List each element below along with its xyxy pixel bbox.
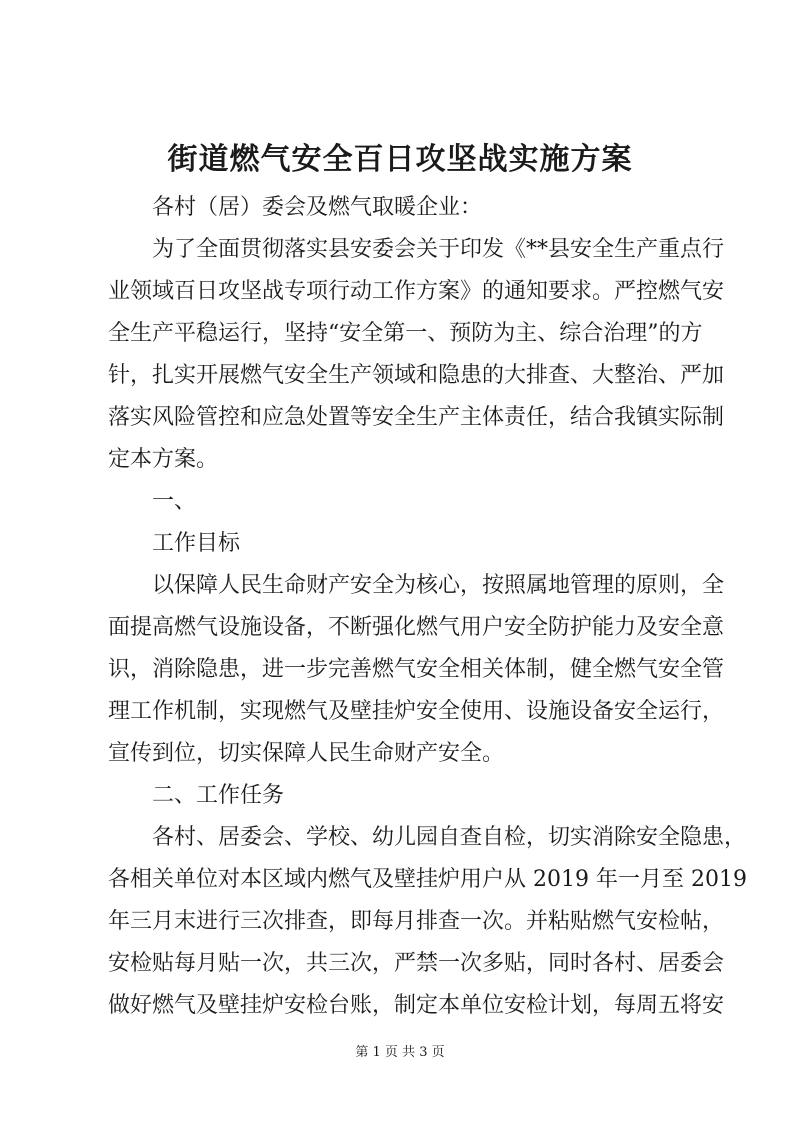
section-heading: 二、工作任务	[152, 783, 285, 808]
salutation-line: 各村（居）委会及燃气取暖企业：	[152, 195, 483, 220]
paragraph-line: 全生产平稳运行，坚持“安全第一、预防为主、综合治理”的方	[108, 321, 703, 346]
paragraph-line: 识，消除隐患，进一步完善燃气安全相关体制，健全燃气安全管	[108, 657, 725, 682]
paragraph-line: 以保障人民生命财产安全为核心，按照属地管理的原则，全	[152, 573, 725, 598]
paragraph-line: 业领域百日攻坚战专项行动工作方案》的通知要求。严控燃气安	[108, 279, 725, 304]
paragraph-line: 理工作机制，实现燃气及壁挂炉安全使用、设施设备安全运行，	[108, 699, 725, 724]
paragraph-line: 落实风险管控和应急处置等安全生产主体责任，结合我镇实际制	[108, 405, 725, 430]
paragraph-line: 针，扎实开展燃气安全生产领域和隐患的大排查、大整治、严加	[108, 363, 725, 388]
document-title: 街道燃气安全百日攻坚战实施方案	[167, 142, 633, 177]
paragraph-line: 年三月末进行三次排查，即每月排查一次。并粘贴燃气安检帖，	[108, 909, 725, 934]
paragraph-line: 各相关单位对本区域内燃气及壁挂炉用户从 2019 年一月至 2019	[108, 867, 747, 892]
paragraph-line: 为了全面贯彻落实县安委会关于印发《**县安全生产重点行	[152, 237, 725, 262]
section-heading: 工作目标	[152, 531, 241, 556]
paragraph-line: 定本方案。	[108, 447, 219, 472]
paragraph-line: 各村、居委会、学校、幼儿园自查自检，切实消除安全隐患，	[152, 825, 747, 850]
paragraph-line: 面提高燃气设施设备，不断强化燃气用户安全防护能力及安全意	[108, 615, 725, 640]
document-body	[108, 187, 747, 1027]
section-number: 一、	[152, 489, 197, 514]
page-footer: 第 1 页 共 3 页	[355, 1045, 445, 1060]
paragraph-line: 安检贴每月贴一次，共三次，严禁一次多贴，同时各村、居委会	[108, 951, 725, 976]
paragraph-line: 做好燃气及壁挂炉安检台账，制定本单位安检计划，每周五将安	[108, 993, 725, 1018]
paragraph-line: 宣传到位，切实保障人民生命财产安全。	[108, 741, 505, 766]
